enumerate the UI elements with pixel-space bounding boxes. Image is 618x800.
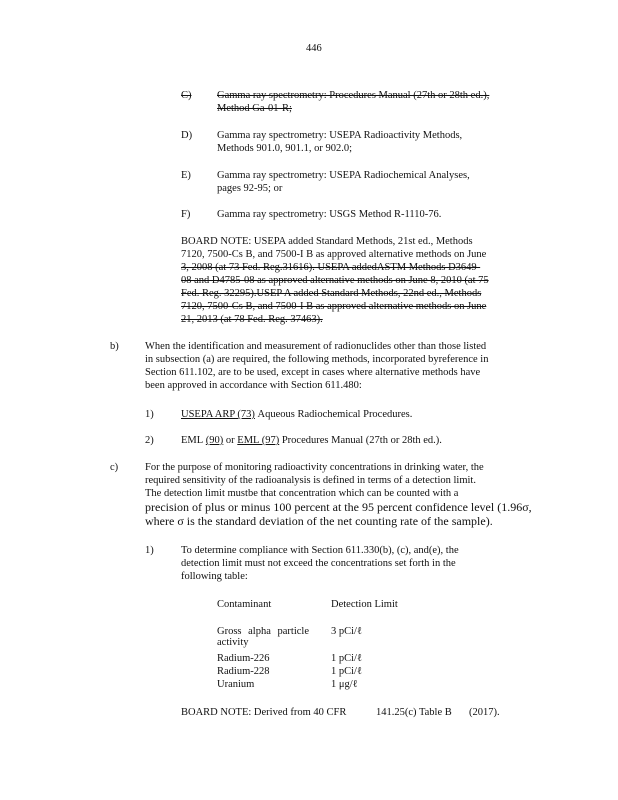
section-c-line: For the purpose of monitoring radioactivity concentrations in drinking water, the bbox=[145, 462, 484, 473]
item-d-line2: Methods 901.0, 901.1, or 902.0; bbox=[217, 143, 353, 154]
section-c-large-line: where σ is the standard deviation of the net counting rate of the sample). bbox=[145, 514, 493, 528]
board-note-1-line: BOARD NOTE: USEPA added Standard Methods, 21st ed., Methods bbox=[181, 236, 473, 247]
section-c-label: c) bbox=[110, 462, 119, 473]
item-e-line1: Gamma ray spectrometry: USEPA Radiochemical Analyses, bbox=[217, 170, 470, 181]
section-b-line: Section 611.102, are to be used, except in cases where alternative methods have bbox=[145, 367, 481, 378]
item-e-label: E) bbox=[181, 170, 191, 181]
table-cell-limit: 3 pCi/ℓ bbox=[331, 626, 362, 637]
table-cell-contaminant: Radium-228 bbox=[217, 666, 270, 677]
board-note-1-struck-line: Fed. Reg. 32295).USEP A added Standard Methods, 22nd ed., Methods bbox=[181, 288, 482, 299]
section-c-line: required sensitivity of the radioanalysis is defined in terms of a detection limit. bbox=[145, 475, 476, 486]
table-cell-limit: 1 μg/ℓ bbox=[331, 679, 358, 690]
item-d-line1: Gamma ray spectrometry: USEPA Radioactivity Methods, bbox=[217, 130, 463, 141]
table-cell-contaminant: Radium-226 bbox=[217, 653, 270, 664]
section-b-line: been approved in accordance with Section 611.480: bbox=[145, 380, 362, 391]
item-e-line2: pages 92-95; or bbox=[217, 183, 283, 194]
item-f-label: F) bbox=[181, 209, 191, 220]
section-b-item1-label: 1) bbox=[145, 409, 154, 420]
item-c-line2: Method Ga-01-R; bbox=[217, 103, 292, 114]
section-b-item2-text: EML (90) or EML (97) Procedures Manual (27th or 28th ed.). bbox=[181, 435, 442, 446]
section-c-line: The detection limit mustbe that concentration which can be counted with a bbox=[145, 488, 459, 499]
section-b-label: b) bbox=[110, 341, 119, 352]
board-note-2-cite: 141.25(c) Table B bbox=[376, 707, 452, 718]
board-note-1-struck-line: 7120, 7500-Cs B, and 7500-I B as approved alternative methods on June bbox=[181, 301, 487, 312]
page-number: 446 bbox=[306, 43, 322, 54]
section-b-line: in subsection (a) are required, the following methods, incorporated byreference in bbox=[145, 354, 489, 365]
table-header-detection-limit: Detection Limit bbox=[331, 599, 398, 610]
table-cell-limit: 1 pCi/ℓ bbox=[331, 653, 362, 664]
section-c-item1-line: detection limit must not exceed the concentrations set forth in the bbox=[181, 558, 456, 569]
item-f-text: Gamma ray spectrometry: USGS Method R-1110-76. bbox=[217, 209, 442, 220]
section-b-line: When the identification and measurement of radionuclides other than those listed bbox=[145, 341, 487, 352]
section-c-item1-line: following table: bbox=[181, 571, 248, 582]
table-cell-contaminant: Uranium bbox=[217, 679, 255, 690]
section-b-item1-text: USEPA ARP (73) Aqueous Radiochemical Procedures. bbox=[181, 409, 413, 420]
board-note-1-struck-line: 3, 2008 (at 73 Fed. Reg.31616). USEPA addedASTM Methods D3649- bbox=[181, 262, 481, 273]
board-note-1-line: 7120, 7500-Cs B, and 7500-I B as approved alternative methods on June bbox=[181, 249, 487, 260]
method-reference: USEPA ARP (73) bbox=[181, 409, 255, 420]
board-note-2-year: (2017). bbox=[469, 707, 500, 718]
section-c-item1-line: To determine compliance with Section 611.330(b), (c), and(e), the bbox=[181, 545, 459, 556]
section-c-large-line: precision of plus or minus 100 percent at the 95 percent confidence level (1.96σ, bbox=[145, 500, 532, 514]
board-note-1-struck-line: 21, 2013 (at 78 Fed. Reg. 37463). bbox=[181, 314, 323, 325]
item-c-line1: Gamma ray spectrometry: Procedures Manual (27th or 28th ed.), bbox=[217, 90, 490, 101]
item-c-label: C) bbox=[181, 90, 192, 101]
board-note-2-prefix: BOARD NOTE: Derived from 40 CFR bbox=[181, 707, 347, 718]
table-cell-limit: 1 pCi/ℓ bbox=[331, 666, 362, 677]
section-b-item2-label: 2) bbox=[145, 435, 154, 446]
section-c-item1-label: 1) bbox=[145, 545, 154, 556]
board-note-1-struck-line: 08 and D4785-08 as approved alternative methods on June 8, 2010 (at 75 bbox=[181, 275, 489, 286]
item-d-label: D) bbox=[181, 130, 193, 141]
table-cell-contaminant: Gross alpha particle activity bbox=[217, 626, 309, 648]
table-header-contaminant: Contaminant bbox=[217, 599, 272, 610]
